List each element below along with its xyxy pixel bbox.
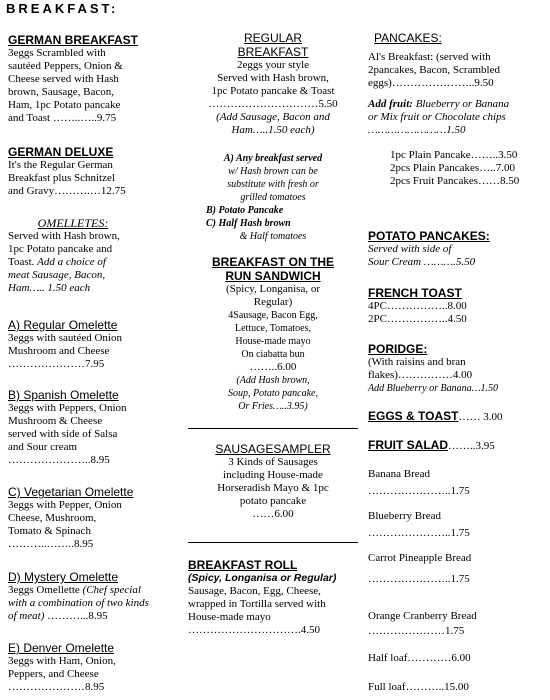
price-line: ……………………1.50 [368, 124, 466, 136]
desc-line: 3eggs with Ham, Onion, [8, 655, 116, 667]
desc-line [8, 584, 178, 597]
desc-line: 3eggs with Pepper, Onion [8, 499, 122, 511]
french-toast-section [368, 286, 544, 326]
vegetarian-omelette-section [8, 485, 178, 551]
poridge-heading: PORIDGE: [368, 342, 428, 356]
desc-line: Mushroom and Cheese [8, 345, 110, 357]
desc-line: Al's Breakfast: (served with [368, 51, 491, 63]
price-line: flakes)……………4.00 [368, 369, 473, 381]
pancakes-section [368, 31, 544, 188]
price-line: ……..6.00 [249, 361, 297, 373]
spanish-omelette-heading: B) Spanish Omelette [8, 388, 119, 402]
heading-line: RUN SANDWICH [225, 269, 321, 283]
desc-italic: Add a choice of [37, 256, 106, 268]
desc-line: Ham…..1.50 each) [231, 124, 315, 136]
desc-line: meat Sausage, Bacon, [8, 269, 106, 281]
german-breakfast-heading: GERMAN BREAKFAST [8, 33, 139, 47]
fruit-salad-section [368, 438, 544, 453]
bread-name: Banana Bread [368, 468, 430, 480]
mystery-omelette-section [8, 570, 178, 623]
desc-text: Toast. [8, 256, 38, 268]
heading-line: REGULAR [243, 31, 302, 45]
desc-line: On ciabatta bun [241, 349, 305, 360]
regular-breakfast-heading [188, 31, 358, 59]
german-deluxe-section [8, 145, 178, 198]
note-line: B) Potato Pancake [206, 205, 284, 216]
german-deluxe-heading: GERMAN DELUXE [8, 145, 114, 159]
potato-pancakes-heading: POTATO PANCAKES: [368, 229, 490, 243]
eggs-toast-price: …… 3.00 [458, 411, 503, 423]
desc-line: 2eggs your style [236, 59, 310, 71]
bread-price: …………………..1.75 [368, 573, 470, 585]
omelettes-heading: OMELLETES: [37, 216, 109, 230]
desc-line [8, 610, 178, 623]
note-line: substitute with fresh or [227, 179, 319, 190]
desc-line: Horseradish Mayo & 1pc [217, 482, 329, 494]
fruit-salad-heading: FRUIT SALAD [368, 438, 448, 452]
breakfast-roll-heading: BREAKFAST ROLL [188, 558, 298, 572]
desc-line: It's the Regular German [8, 159, 113, 171]
divider [188, 542, 358, 543]
mystery-omelette-heading: D) Mystery Omelette [8, 570, 119, 584]
bread-item [368, 510, 544, 540]
poridge-section [368, 342, 544, 395]
breakfast-notes [188, 152, 358, 243]
price-line: ………..……..8.95 [8, 538, 94, 550]
desc-line: Mushroom & Cheese [8, 415, 103, 427]
bread-price: …………………1.75 [368, 625, 465, 637]
desc-line: Served with side of [368, 243, 452, 255]
german-breakfast-desc [8, 47, 178, 125]
vegetarian-omelette-heading: C) Vegetarian Omelette [8, 485, 134, 499]
desc-line: 4Sausage, Bacon Egg, [228, 310, 318, 321]
bread-item [368, 610, 544, 638]
bread-name: Blueberry Bread [368, 510, 441, 522]
desc-line: (Add Sausage, Bacon and [216, 111, 330, 123]
desc-line: 2pancakes, Bacon, Scrambled [368, 64, 500, 76]
note-line: C) Half Hash brown [206, 218, 291, 229]
breakfast-roll-subheading: (Spicy, Longanisa or Regular) [188, 572, 337, 584]
desc-italic: (Chef special [82, 584, 141, 596]
desc-line: Regular) [253, 296, 293, 308]
bread-name: Orange Cranberry Bread [368, 610, 477, 622]
desc-line: with a combination of two kinds [8, 597, 149, 609]
breakfast-on-the-run-section [188, 255, 358, 413]
desc-line: Peppers, and Cheese [8, 668, 99, 680]
german-deluxe-desc [8, 159, 178, 198]
desc-line: Add Blueberry or Banana…1.50 [368, 383, 498, 394]
french-toast-heading: FRENCH TOAST [368, 286, 462, 300]
desc-line: Ham….. 1.50 each [8, 282, 91, 294]
regular-breakfast-section [188, 31, 358, 137]
desc-line: potato pancake [239, 495, 307, 507]
add-fruit-label: Add fruit: [368, 98, 413, 110]
price-line: …………………7.95 [8, 358, 105, 370]
price-line: ……6.00 [252, 508, 294, 520]
note-line: grilled tomatoes [240, 192, 306, 203]
desc-line: Breakfast plus Schnitzel [8, 172, 115, 184]
desc-line: (Add Hash brown, [236, 375, 310, 386]
desc-line: (With raisins and bran [368, 356, 466, 368]
note-line: A) Any breakfast served [223, 153, 323, 164]
desc-line: sautéed Peppers, Onion & [8, 60, 123, 72]
half-loaf [368, 652, 544, 665]
desc-line [368, 98, 544, 111]
desc-line: and Toast ……..…..9.75 [8, 112, 117, 124]
price-line: 4PC……………..8.00 [368, 300, 467, 312]
price-line: eggs)…………………..9.50 [368, 77, 494, 89]
divider [188, 428, 358, 429]
breakfast-roll-section [188, 558, 358, 637]
desc-line: served with side of Salsa [8, 428, 118, 440]
denver-omelette-section [8, 641, 178, 694]
price-line: …………………8.95 [8, 681, 105, 693]
desc-line: 3eggs with Peppers, Onion [8, 402, 127, 414]
desc-line: Lettuce, Tomatoes, [234, 323, 312, 334]
price-line: …………………..8.95 [8, 454, 110, 466]
desc-line: Cheese served with Hash [8, 73, 119, 85]
bread-price: …………………..1.75 [368, 527, 470, 539]
sausage-sampler-section [188, 442, 358, 521]
desc-line: 3eggs with sautéed Onion [8, 332, 122, 344]
bread-item [368, 468, 544, 498]
note-line: & Half tomatoes [239, 231, 307, 242]
desc-line: Sausage, Bacon, Egg, Cheese, [188, 585, 321, 597]
desc-line: brown, Sausage, Bacon, [8, 86, 115, 98]
desc-line: 1pc Potato pancake & Toast [211, 85, 335, 97]
pancakes-heading: PANCAKES: [374, 31, 442, 45]
price-line: 2PC……………..4.50 [368, 313, 467, 325]
fruit-salad-price: ……..3.95 [448, 440, 495, 452]
desc-line: or Mix fruit or Chocolate chips [368, 111, 506, 123]
denver-omelette-heading: E) Denver Omelette [8, 641, 115, 655]
bread-item [368, 552, 544, 586]
breakfast-on-the-run-heading [188, 255, 358, 283]
desc-line: Soup, Potato pancake, [228, 388, 318, 399]
desc-line: Tomato & Spinach [8, 525, 91, 537]
desc-italic: Blueberry or Banana [412, 98, 510, 110]
price-line: …………………………5.50 [208, 98, 338, 110]
desc-line: 3 Kinds of Sausages [228, 456, 318, 468]
spanish-omelette-section [8, 388, 178, 467]
regular-omelette-section [8, 318, 178, 371]
german-breakfast-section [8, 33, 178, 125]
desc-line: and Sour cream [8, 441, 78, 453]
desc-text: 3eggs Omellette [8, 584, 83, 596]
heading-line: BREAKFAST [237, 45, 309, 59]
pancake-item: 1pc Plain Pancake……..3.50 [390, 149, 518, 161]
desc-line: 1pc Potato pancake and [8, 243, 113, 255]
regular-omelette-heading: A) Regular Omelette [8, 318, 118, 332]
desc-line: House-made mayo [235, 336, 311, 347]
pancake-item: 2pcs Fruit Pancakes……8.50 [390, 175, 520, 187]
full-loaf-price: Full loaf………..15.00 [368, 681, 469, 693]
desc-italic: of meat) [8, 610, 45, 622]
desc-line: House-made mayo [188, 611, 271, 623]
desc-line: including House-made [223, 469, 323, 481]
pancake-item: 2pcs Plain Pancakes…..7.00 [390, 162, 515, 174]
price-line: ………………………….4.50 [188, 624, 320, 636]
eggs-toast-heading: EGGS & TOAST [368, 409, 459, 423]
eggs-toast-section [368, 409, 544, 424]
desc-line [8, 256, 178, 269]
sausage-sampler-heading: SAUSAGESAMPLER [215, 442, 331, 456]
omelettes-section [8, 217, 178, 295]
desc-line: and Gravy……….…12.75 [8, 185, 126, 197]
price-text: ………...8.95 [44, 610, 108, 622]
note-line: w/ Hash brown can be [228, 166, 318, 177]
desc-line: Ham, 1pc Potato pancake [8, 99, 121, 111]
desc-line: Served with Hash brown, [217, 72, 329, 84]
desc-line: Served with Hash brown, [8, 230, 120, 242]
desc-line: Or Fries…..3.95) [238, 401, 308, 412]
full-loaf [368, 681, 544, 694]
desc-line: (Spicy, Longanisa, or [226, 283, 320, 295]
bread-name: Carrot Pineapple Bread [368, 552, 472, 564]
potato-pancakes-section [368, 229, 544, 269]
price-line: Sour Cream ……….5.50 [368, 256, 476, 268]
desc-line: Cheese, Mushroom, [8, 512, 97, 524]
half-loaf-price: Half loaf…………6.00 [368, 652, 471, 664]
desc-line: wrapped in Tortilla served with [188, 598, 326, 610]
bread-price: …………………..1.75 [368, 485, 470, 497]
page-title: BREAKFAST: [6, 1, 119, 16]
desc-line: 3eggs Scrambled with [8, 47, 106, 59]
heading-line: BREAKFAST ON THE [211, 255, 334, 269]
